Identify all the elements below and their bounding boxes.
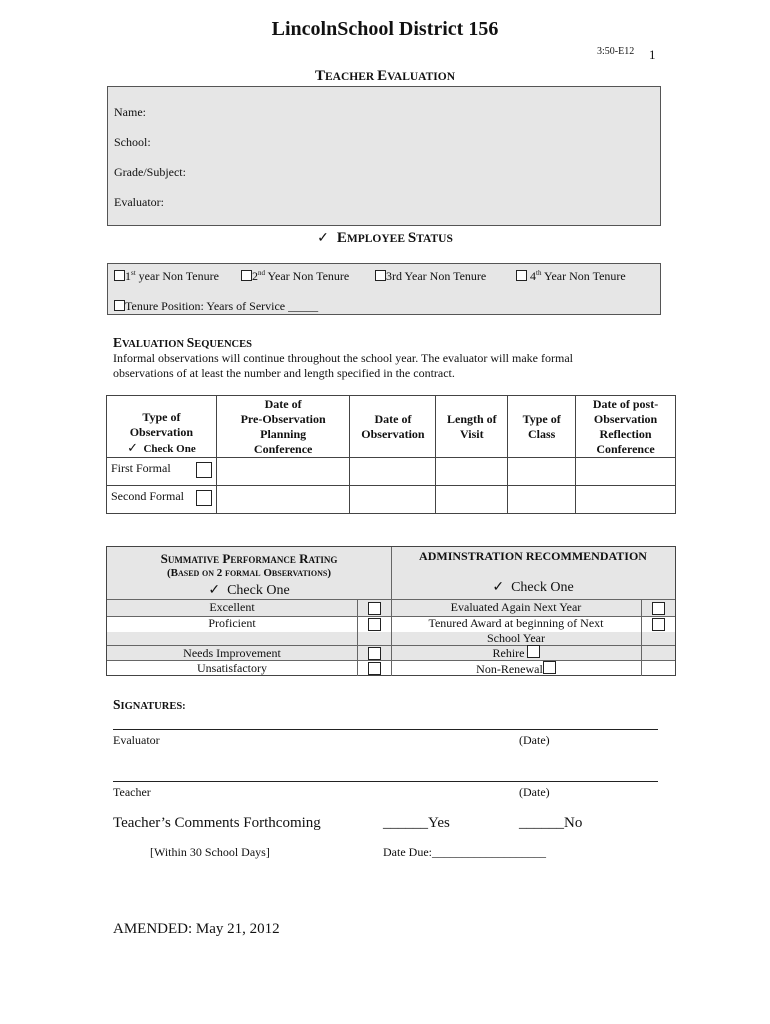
col-pre-observation-conference: Date of Pre-Observation Planning Conference	[216, 396, 350, 458]
evaluation-sequences-text: Informal observations will continue throughout the school year. The evaluator will make formal observations of at least the number and length specified in the contract.	[113, 351, 573, 380]
checkbox-needs-improvement[interactable]	[368, 647, 381, 660]
checkbox-tenured-award[interactable]	[652, 618, 665, 631]
admin-opt-tenured-award: Tenured Award at beginning of Next School Year	[428, 616, 604, 645]
divider	[357, 599, 358, 676]
cell-input[interactable]	[576, 458, 676, 486]
cell-input[interactable]	[436, 458, 508, 486]
teacher-info-box	[107, 86, 661, 226]
checkbox-2nd-year[interactable]	[241, 270, 252, 281]
col-post-observation-conference: Date of post- Observation Reflection Conference	[576, 396, 676, 458]
rating-unsatisfactory: Unsatisfactory	[197, 661, 267, 675]
amended-date: AMENDED: May 21, 2012	[113, 921, 280, 937]
admin-opt-rehire: Rehire	[391, 645, 641, 661]
admin-opt-non-renewal: Non-Renewal	[391, 661, 641, 677]
row-label-second-formal: Second Formal	[111, 489, 184, 503]
option-tenure[interactable]: Tenure Position: Years of Service _____	[114, 299, 318, 314]
checkmark-icon: ✓	[208, 583, 221, 598]
checkmark-icon: ✓	[317, 231, 329, 246]
cell-input[interactable]	[216, 458, 350, 486]
row-label-first-formal: First Formal	[111, 461, 171, 475]
evaluator-date-label: (Date)	[519, 733, 550, 747]
cell-input[interactable]	[216, 486, 350, 514]
checkbox-non-renewal[interactable]	[543, 661, 556, 674]
cell-input[interactable]	[576, 486, 676, 514]
teacher-signature-label: Teacher	[113, 785, 151, 799]
evaluator-signature-label: Evaluator	[113, 733, 160, 747]
evaluator-field-label[interactable]: Evaluator:	[114, 195, 164, 209]
document-title: LincolnSchool District 156	[271, 18, 499, 40]
employee-status-box	[107, 263, 661, 315]
employee-status-heading: ✓ EMPLOYEE STATUS	[317, 230, 453, 246]
summative-rating-table	[106, 546, 676, 676]
rating-needs-improvement: Needs Improvement	[183, 646, 281, 660]
checkmark-icon: ✓	[127, 440, 138, 455]
page-number: 1	[649, 47, 656, 62]
evaluation-sequences-heading: EVALUATION SEQUENCES	[113, 335, 252, 350]
cell-input[interactable]	[350, 458, 436, 486]
admin-opt-evaluated-again: Evaluated Again Next Year	[450, 600, 582, 614]
date-due-field[interactable]: Date Due:___________________	[383, 845, 546, 859]
cell-input[interactable]	[508, 458, 576, 486]
within-30-days-note: [Within 30 School Days]	[150, 845, 270, 859]
col-type-of-observation: Type of Observation ✓ Check One	[107, 396, 217, 458]
divider	[641, 599, 642, 676]
comments-yes-option[interactable]: ______Yes	[383, 815, 450, 831]
table-row	[107, 458, 676, 486]
checkbox-rehire[interactable]	[527, 645, 540, 658]
summative-heading: Summative Performance Rating (Based on 2 formal Observations)	[160, 551, 338, 579]
comments-forthcoming-label: Teacher’s Comments Forthcoming	[113, 815, 321, 831]
col-type-of-class: Type of Class	[508, 396, 576, 458]
checkbox-unsatisfactory[interactable]	[368, 662, 381, 675]
cell-input[interactable]	[508, 486, 576, 514]
policy-code: 3:50-E12	[597, 46, 635, 57]
cell-input[interactable]	[350, 486, 436, 514]
table-row	[107, 486, 676, 514]
checkbox-3rd-year[interactable]	[375, 270, 386, 281]
grade-subject-field-label[interactable]: Grade/Subject:	[114, 165, 186, 179]
checkbox-4th-year[interactable]	[516, 270, 527, 281]
rating-proficient: Proficient	[208, 616, 256, 630]
signatures-heading: SIGNATURES:	[113, 697, 186, 712]
teacher-evaluation-heading: TEACHER EVALUATION	[314, 68, 456, 84]
teacher-date-label: (Date)	[519, 785, 550, 799]
admin-check-one: ✓ Check One	[492, 580, 574, 595]
option-3rd-year[interactable]: 3rd Year Non Tenure	[375, 269, 486, 284]
checkbox-excellent[interactable]	[368, 602, 381, 615]
name-field-label[interactable]: Name:	[114, 105, 146, 119]
option-4th-year[interactable]: 4th Year Non Tenure	[516, 269, 626, 284]
summative-check-one: ✓ Check One	[208, 583, 290, 598]
checkbox-evaluated-again[interactable]	[652, 602, 665, 615]
checkmark-icon: ✓	[492, 580, 505, 595]
comments-no-option[interactable]: ______No	[519, 815, 583, 831]
admin-heading: ADMINSTRATION RECOMMENDATION	[419, 549, 647, 563]
option-1st-year[interactable]: 1st year Non Tenure	[114, 269, 219, 284]
checkbox-tenure[interactable]	[114, 300, 125, 311]
col-date-of-observation: Date of Observation	[350, 396, 436, 458]
option-2nd-year[interactable]: 2nd Year Non Tenure	[241, 269, 349, 284]
school-field-label[interactable]: School:	[114, 135, 151, 149]
evaluator-signature-line[interactable]	[113, 729, 658, 730]
rating-excellent: Excellent	[209, 600, 255, 614]
checkbox-proficient[interactable]	[368, 618, 381, 631]
checkbox-second-formal[interactable]	[196, 490, 212, 506]
cell-input[interactable]	[436, 486, 508, 514]
checkbox-first-formal[interactable]	[196, 462, 212, 478]
col-length-of-visit: Length of Visit	[436, 396, 508, 458]
teacher-signature-line[interactable]	[113, 781, 658, 782]
observation-table	[106, 395, 676, 514]
checkbox-1st-year[interactable]	[114, 270, 125, 281]
